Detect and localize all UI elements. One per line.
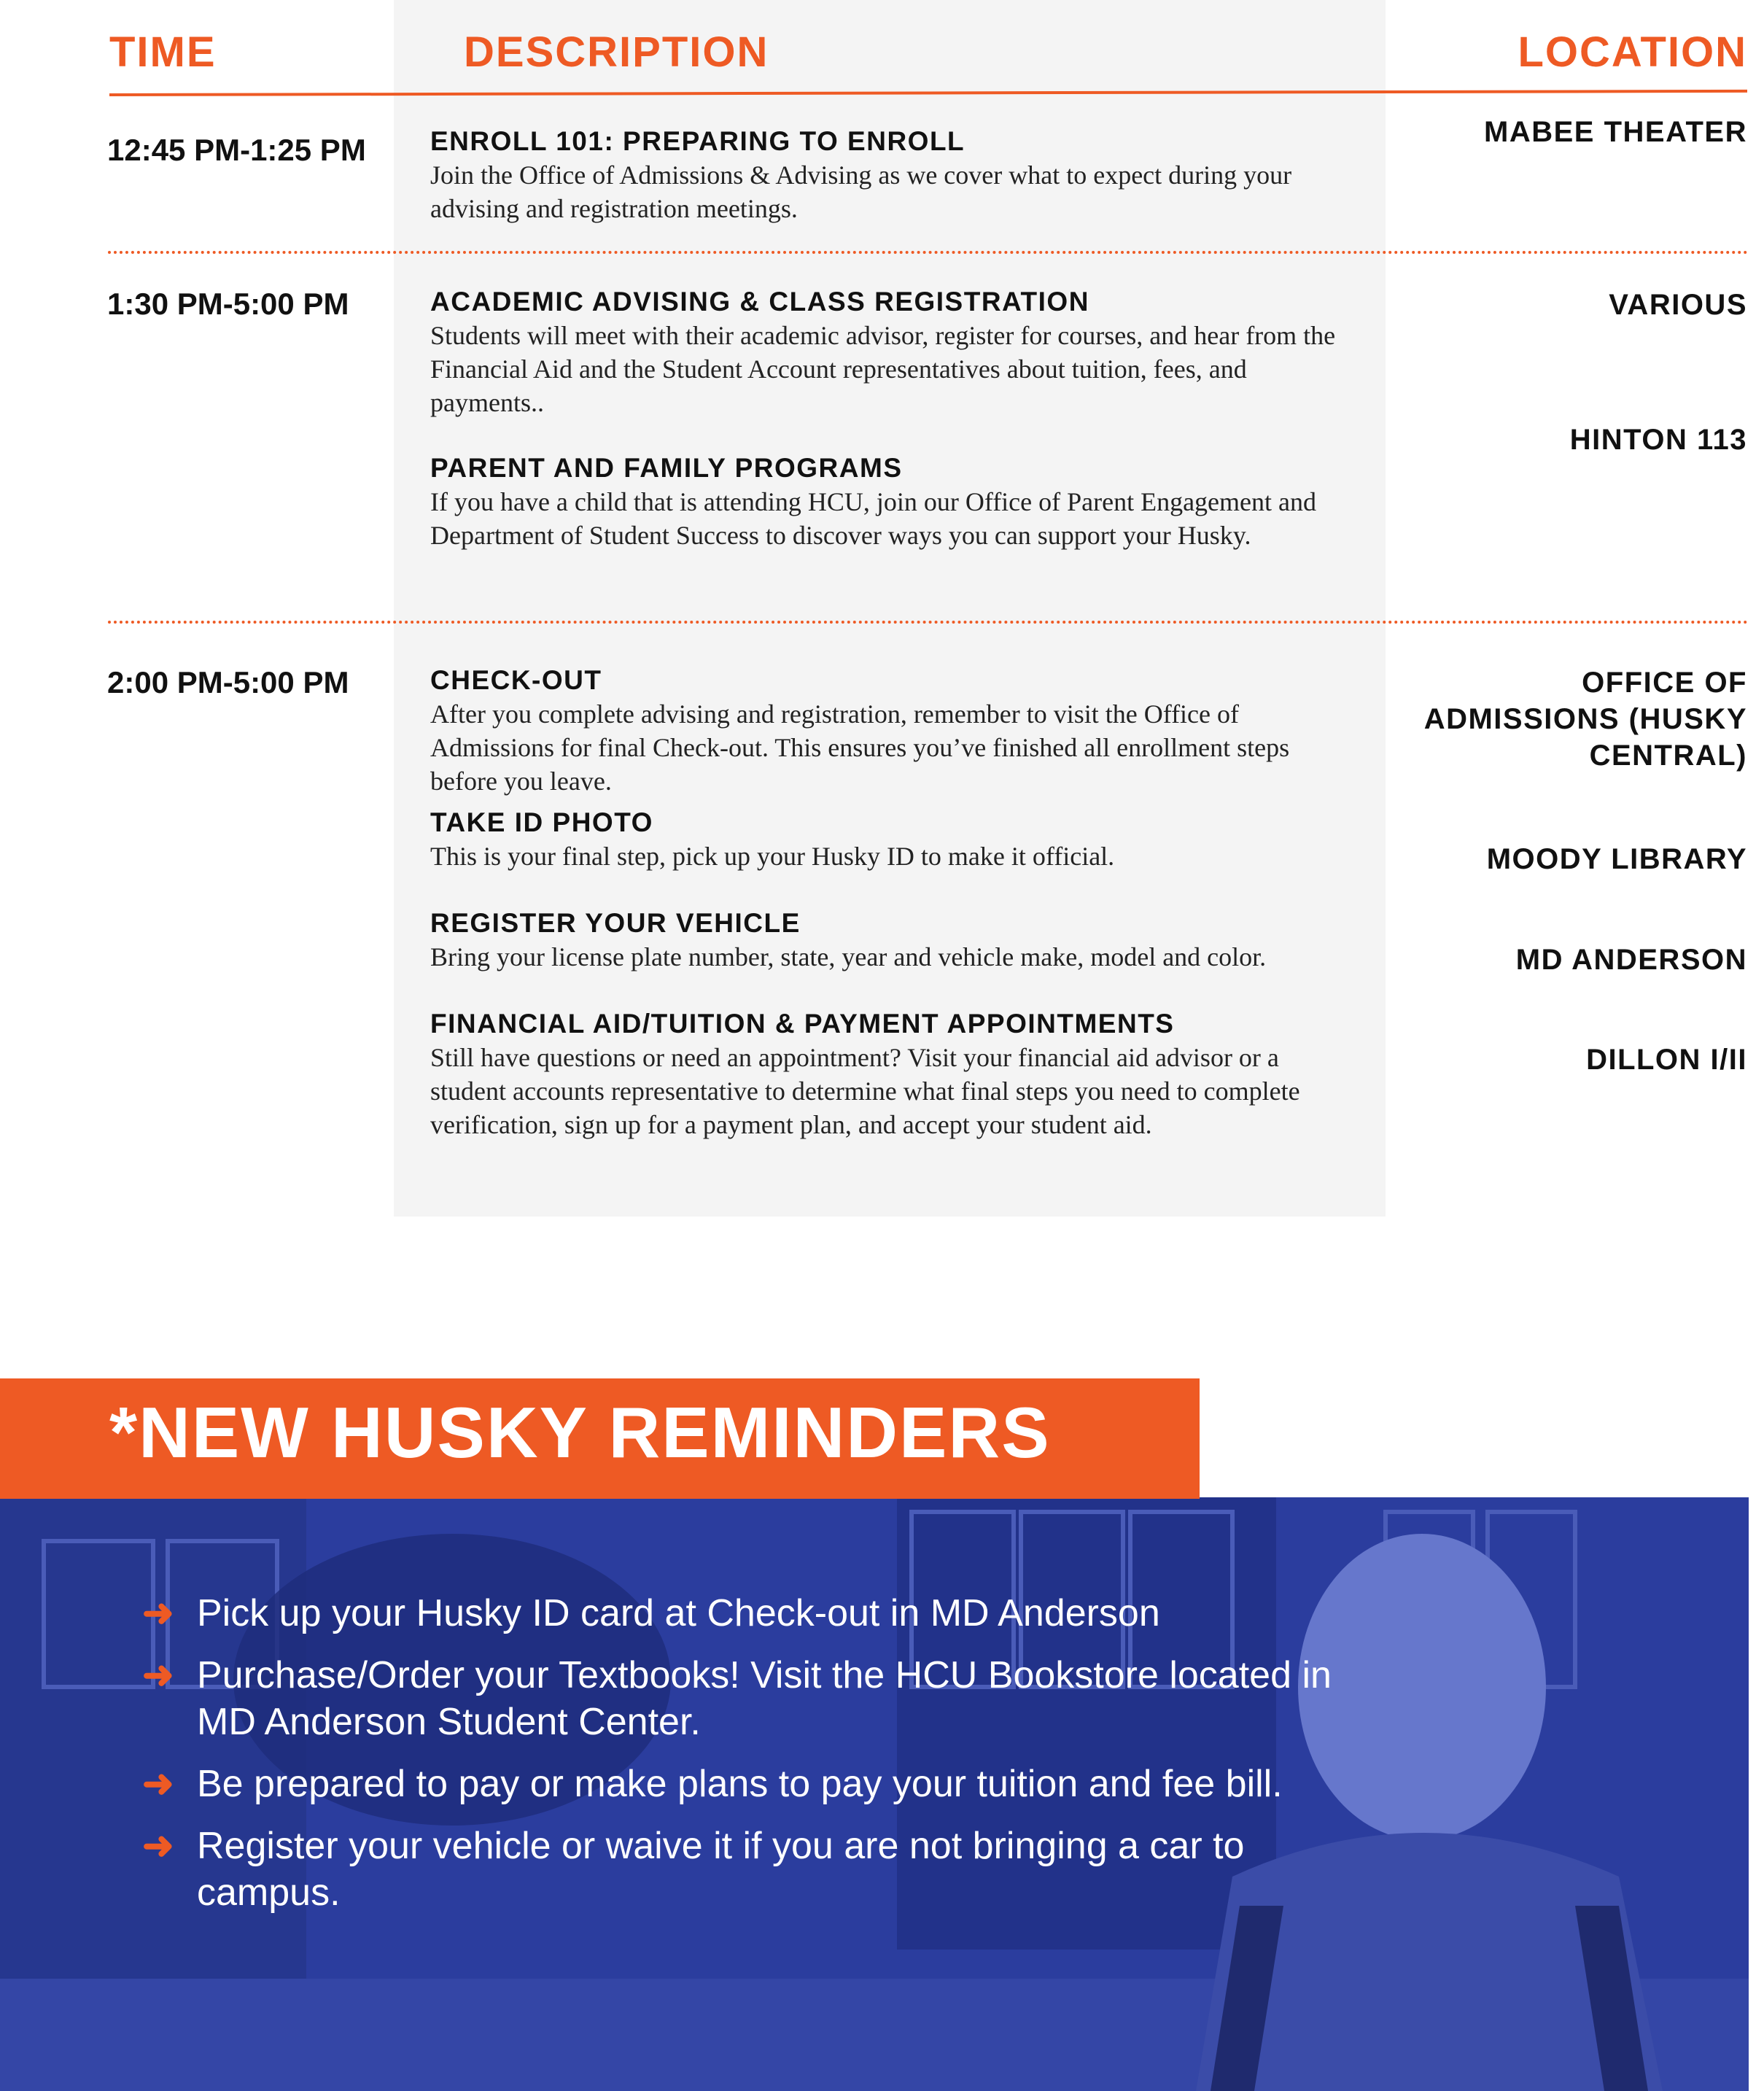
header-location: LOCATION [1518, 28, 1747, 76]
item-title: REGISTER YOUR VEHICLE [430, 908, 801, 938]
item-body: Still have questions or need an appointment? Visit your financial aid advisor or a student accounts representative to determine what final steps you need to complete verification, sign up for a payment plan, and accept your student aid. [430, 1043, 1300, 1139]
reminders-list [142, 1590, 1382, 1931]
row-divider [108, 251, 1749, 254]
schedule-item [430, 125, 1349, 225]
arrow-right-icon: ➜ [142, 1825, 174, 1867]
item-title: ACADEMIC ADVISING & CLASS REGISTRATION [430, 287, 1089, 317]
location: VARIOUS [1609, 289, 1747, 321]
list-item [142, 1590, 1382, 1637]
location: MABEE THEATER [1484, 116, 1747, 148]
location: DILLON I/II [1586, 1044, 1747, 1076]
item-body: If you have a child that is attending HCU, join our Office of Parent Engagement and Department of Student Success to discover ways you can support your Husky. [430, 487, 1316, 550]
header-description: DESCRIPTION [464, 28, 769, 76]
row-time: 12:45 PM-1:25 PM [107, 133, 366, 167]
item-body: This is your final step, pick up your Husky ID to make it official. [430, 842, 1115, 871]
item-body: Students will meet with their academic advisor, register for courses, and hear from the Financial Aid and the Student Account representatives about tuition, fees, and payments.. [430, 321, 1336, 417]
row-divider [108, 621, 1749, 624]
item-body: After you complete advising and registration, remember to visit the Office of Admissions for final Check-out. This ensures you’ve finished all enrollment steps before you leave. [430, 699, 1290, 796]
reminders-title: *NEW HUSKY REMINDERS [109, 1392, 1051, 1473]
location: HINTON 113 [1569, 424, 1747, 456]
reminder-text: Purchase/Order your Textbooks! Visit the HCU Bookstore located in MD Anderson Student Center. [197, 1654, 1332, 1743]
arrow-right-icon: ➜ [142, 1592, 174, 1634]
arrow-right-icon: ➜ [142, 1763, 174, 1805]
item-body: Bring your license plate number, state, year and vehicle make, model and color. [430, 942, 1267, 971]
schedule-item [430, 907, 1349, 974]
location: MOODY LIBRARY [1486, 843, 1747, 875]
row-time: 2:00 PM-5:00 PM [107, 665, 349, 699]
schedule-item [430, 1007, 1349, 1141]
reminder-text: Register your vehicle or waive it if you are not bringing a car to campus. [197, 1825, 1245, 1914]
row-time: 1:30 PM-5:00 PM [107, 287, 349, 321]
item-body: Join the Office of Admissions & Advising as we cover what to expect during your advising and registration meetings. [430, 160, 1292, 223]
reminder-text: Pick up your Husky ID card at Check-out in MD Anderson [197, 1592, 1160, 1634]
location: MD ANDERSON [1515, 944, 1747, 976]
reminder-text: Be prepared to pay or make plans to pay your tuition and fee bill. [197, 1763, 1283, 1805]
item-title: PARENT AND FAMILY PROGRAMS [430, 453, 903, 483]
item-title: ENROLL 101: PREPARING TO ENROLL [430, 126, 965, 156]
list-item [142, 1823, 1382, 1916]
schedule-item [430, 451, 1349, 552]
schedule-item [430, 285, 1349, 419]
arrow-right-icon: ➜ [142, 1654, 174, 1696]
location: OFFICE OF ADMISSIONS (HUSKY CENTRAL) [1423, 667, 1747, 772]
item-title: TAKE ID PHOTO [430, 807, 653, 837]
schedule-item [430, 806, 1349, 873]
schedule-item [430, 664, 1349, 798]
item-title: CHECK-OUT [430, 665, 602, 695]
reminders-banner [0, 1378, 1200, 1499]
item-title: FINANCIAL AID/TUITION & PAYMENT APPOINTMENTS [430, 1009, 1175, 1039]
list-item [142, 1761, 1382, 1807]
header-time: TIME [109, 28, 217, 76]
list-item [142, 1652, 1382, 1745]
